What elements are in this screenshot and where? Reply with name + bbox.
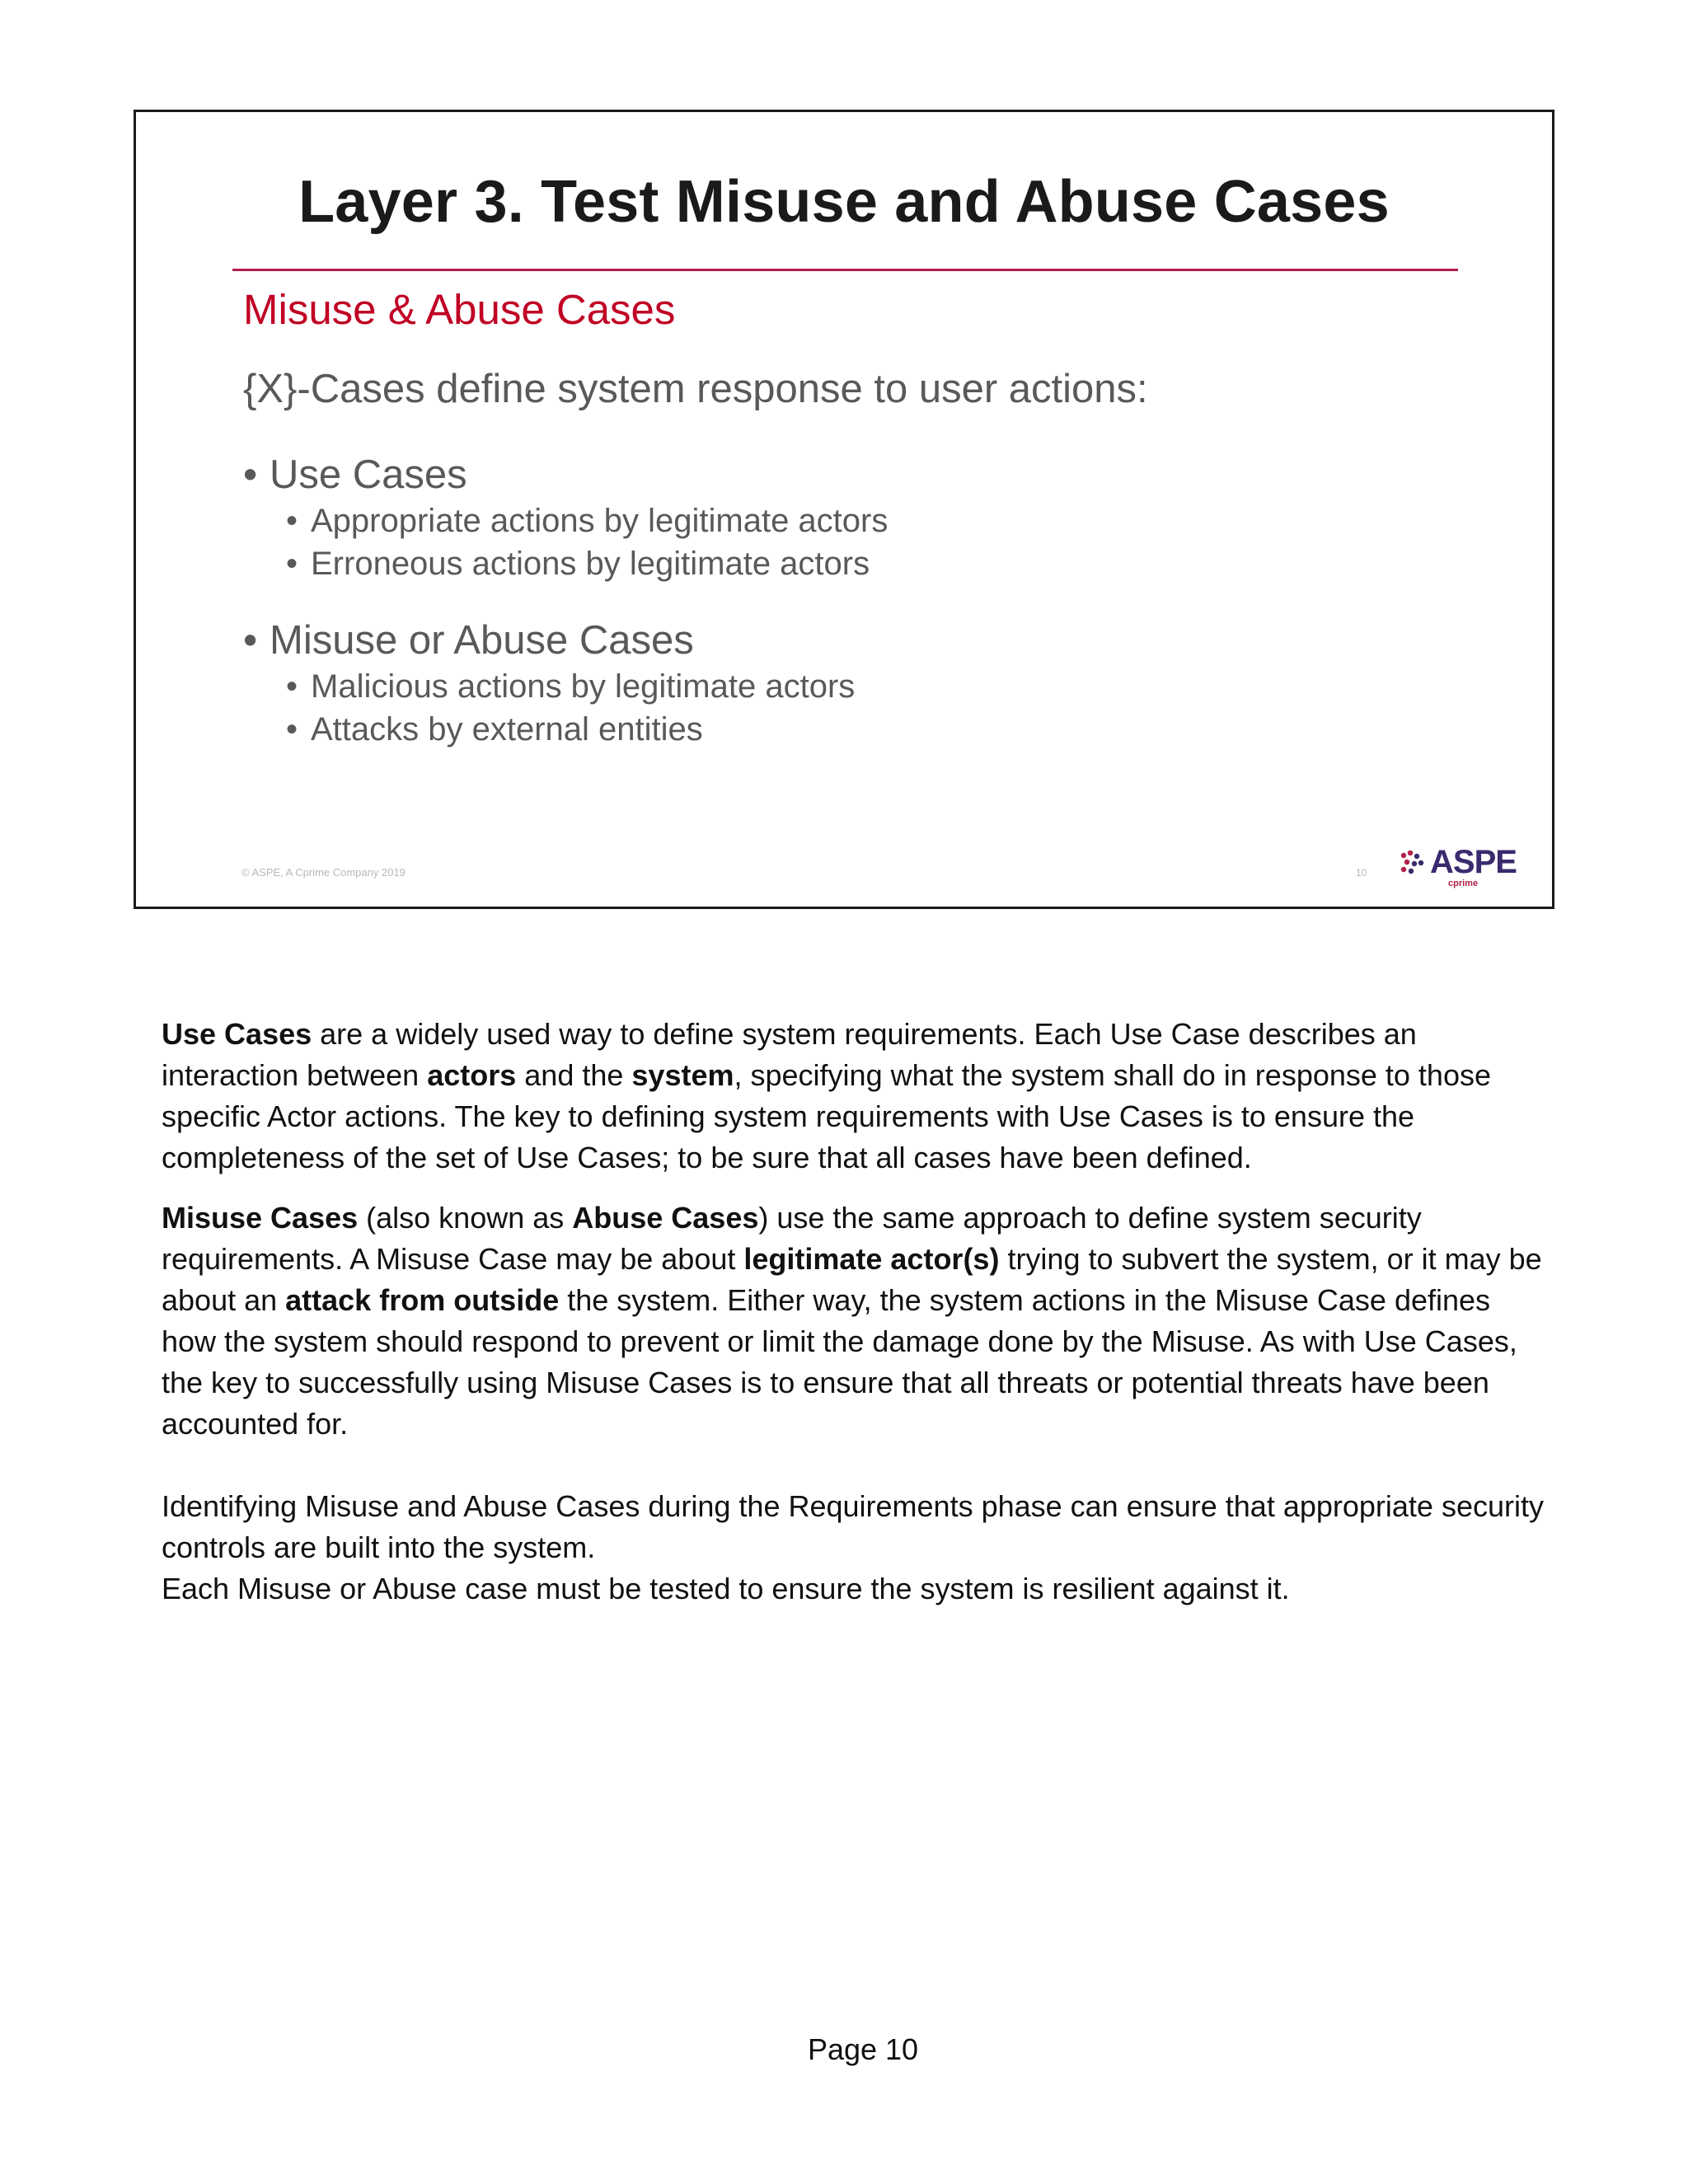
- logo-text: ASPE: [1430, 844, 1517, 880]
- notes-text: (also known as: [358, 1201, 573, 1235]
- notes-paragraph-use-cases: [162, 1014, 1546, 1179]
- slide-copyright: © ASPE, A Cprime Company 2019: [241, 866, 406, 879]
- bullet-icon: •: [243, 618, 258, 663]
- bullet-item: [243, 499, 888, 542]
- bold-term: actors: [427, 1058, 517, 1092]
- logo-subtext: cprime: [1448, 879, 1479, 888]
- notes-paragraph-requirements: Identifying Misuse and Abuse Cases during the Requirements phase can ensure that appropriate security controls are built into the system.: [162, 1489, 1544, 1564]
- slide-page-number: 10: [1356, 867, 1367, 879]
- title-divider: [232, 269, 1458, 271]
- notes-text: , specifying what the system shall do in response to those specific Actor actions. The key to defining system requirements with Use Cases is to ensure the completeness of the set of Use Cases; to be sure that all cases have been defined.: [162, 1058, 1491, 1174]
- bold-term: system: [631, 1058, 734, 1092]
- bullet-group-misuse-cases: [243, 616, 855, 751]
- page-footer: Page 10: [807, 2032, 919, 2066]
- aspe-dots-logo-icon: [1399, 849, 1428, 877]
- bullet-icon: •: [243, 452, 258, 497]
- bullet-icon: •: [286, 503, 298, 539]
- bullet-heading-text: Use Cases: [270, 452, 467, 497]
- bold-term: Misuse Cases: [162, 1201, 359, 1235]
- bold-term: attack from outside: [285, 1283, 560, 1317]
- bullet-item-text: Attacks by external entities: [311, 711, 703, 748]
- bullet-icon: •: [286, 668, 298, 705]
- bullet-group-use-cases: [243, 450, 888, 585]
- notes-text: trying to subvert the system, or it may be about an: [162, 1242, 1542, 1317]
- notes-text: ) use the same approach to define system security requirements. A Misuse Case may be about: [162, 1201, 1422, 1276]
- bullet-item: [243, 542, 888, 585]
- bullet-item-text: Erroneous actions by legitimate actors: [311, 546, 870, 582]
- bullet-item: [243, 708, 855, 751]
- bold-term: Use Cases: [162, 1017, 312, 1051]
- bullet-item-text: Appropriate actions by legitimate actors: [311, 503, 889, 539]
- notes-paragraph-testing: Each Misuse or Abuse case must be tested to ensure the system is resilient against it.: [162, 1572, 1290, 1605]
- bullet-heading: [243, 450, 888, 499]
- bullet-item: [243, 665, 855, 708]
- notes-text: the system. Either way, the system actions in the Misuse Case defines how the system should respond to prevent or limit the damage done by the Misuse. As with Use Cases, the key to successfully using Misuse Cases is to ensure that all threats or potential threats have been accounted for.: [162, 1283, 1517, 1441]
- bullet-item-text: Malicious actions by legitimate actors: [311, 668, 856, 705]
- slide-title: Layer 3. Test Misuse and Abuse Cases: [298, 169, 1390, 235]
- bullet-icon: •: [286, 711, 298, 748]
- notes-text: and the: [516, 1058, 632, 1092]
- bullet-heading-text: Misuse or Abuse Cases: [270, 618, 694, 663]
- aspe-logo: [1399, 844, 1522, 893]
- slide-image: [134, 110, 1554, 909]
- notes-text: are a widely used way to define system requirements. Each Use Case describes an interaction between: [162, 1017, 1417, 1092]
- bullet-icon: •: [286, 546, 298, 582]
- notes-paragraph-misuse-cases: [162, 1197, 1546, 1445]
- slide-intro: {X}-Cases define system response to user actions:: [243, 367, 1148, 411]
- bold-term: Abuse Cases: [572, 1201, 759, 1235]
- bold-term: legitimate actor(s): [743, 1242, 1000, 1276]
- bullet-heading: [243, 616, 855, 665]
- notes-body: [162, 1014, 1546, 1610]
- slide-subtitle: Misuse & Abuse Cases: [243, 286, 676, 333]
